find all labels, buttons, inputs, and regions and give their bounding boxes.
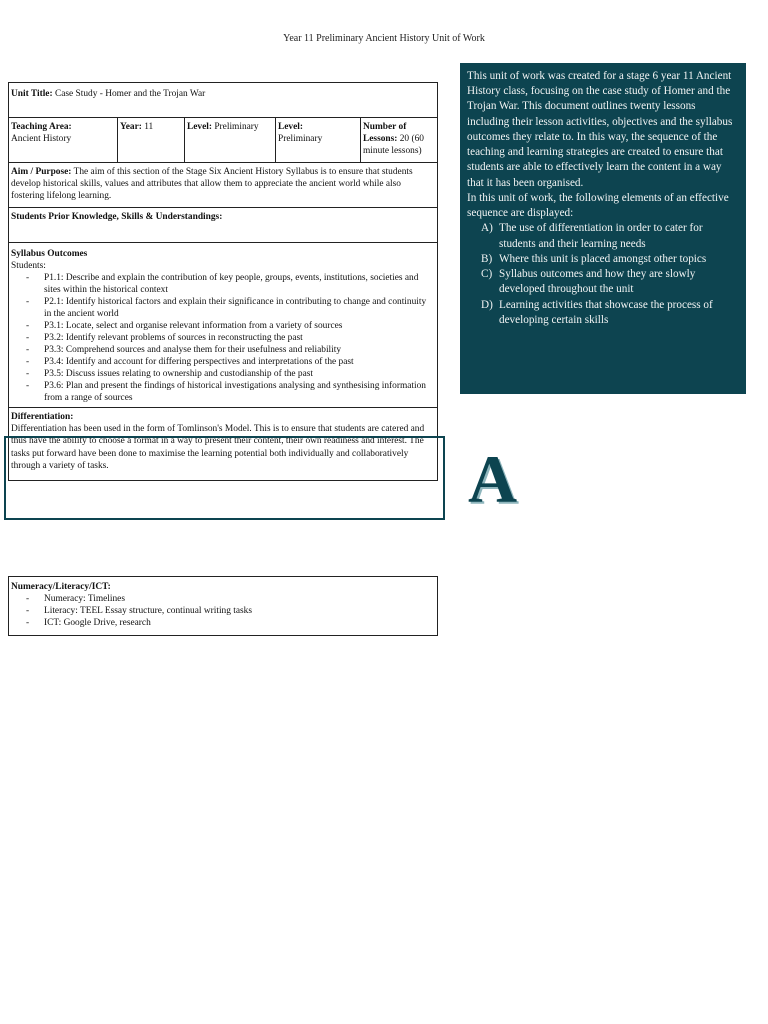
outcomes-intro: Students: — [11, 261, 46, 272]
differentiation-label: Differentiation: — [11, 412, 74, 423]
outcomes-list — [11, 272, 435, 404]
outcome-item: - P3.2: Identify relevant problems of sources in reconstructing the past — [11, 332, 435, 344]
item-marker: A) — [481, 222, 493, 235]
level-value: Preliminary — [214, 122, 259, 132]
level-label: Level: — [187, 122, 212, 132]
unit-title-row — [9, 83, 438, 118]
numeracy-item: - ICT: Google Drive, research — [11, 617, 435, 629]
lessons-label: Number of Lessons: — [363, 122, 407, 145]
item-text: Where this unit is placed amongst other topics — [499, 252, 707, 265]
item-text: Learning activities that showcase the process of developing certain skills — [499, 298, 713, 326]
sequence-element-item — [467, 267, 740, 297]
outcome-item: - P3.6: Plan and present the findings of historical investigations analysing and synthesising information from a range of sources — [11, 380, 435, 404]
description-paragraph: This unit of work was created for a stage 6 year 11 Ancient History class, focusing on the case study of Homer and the Trojan War. This document outlines twenty lessons including their lesson activities, objectives and the syllabus outcomes they relate to. In this way, the sequence of the teaching and learning strategies are created to ensure that students are able to effectively learn the content in a way that it has been organised. — [467, 70, 733, 189]
aim-row — [9, 163, 438, 208]
year-label: Year: — [120, 122, 142, 132]
unit-title-label: Unit Title: — [11, 89, 53, 99]
sequence-element-item — [467, 252, 740, 267]
outcomes-row — [9, 243, 438, 408]
level-value-2: Preliminary — [278, 134, 323, 145]
year-value: 11 — [144, 122, 154, 132]
unit-overview-table — [8, 82, 438, 481]
item-marker: B) — [481, 252, 493, 265]
teaching-area-cell — [9, 118, 118, 163]
unit-description-box — [460, 63, 746, 394]
sequence-element-item — [467, 221, 740, 251]
level-cell — [185, 118, 276, 163]
unit-title-value: Case Study - Homer and the Trojan War — [54, 89, 206, 99]
outcome-item: - P2.1: Identify historical factors and explain their significance in contributing to change and continuity in the ancient world — [11, 296, 435, 320]
unit-meta-row — [9, 118, 438, 163]
numeracy-list — [11, 593, 435, 629]
prior-knowledge-cell — [9, 208, 438, 243]
item-marker: D) — [481, 298, 493, 311]
prior-knowledge-row — [9, 208, 438, 243]
aim-cell — [9, 163, 438, 208]
sequence-element-item — [467, 298, 740, 328]
prior-knowledge-label: Students Prior Knowledge, Skills & Understandings: — [11, 212, 223, 222]
sequence-elements-list — [467, 221, 740, 328]
numeracy-cell — [9, 577, 438, 636]
outcome-item: - P3.4: Identify and account for differing perspectives and interpretations of the past — [11, 356, 435, 368]
outcomes-label: Syllabus Outcomes — [11, 249, 88, 259]
item-text: The use of differentiation in order to cater for students and their learning needs — [499, 222, 703, 250]
teaching-area-label: Teaching Area: — [11, 122, 72, 132]
item-marker: C) — [481, 268, 493, 281]
aim-label: Aim / Purpose: — [11, 167, 72, 177]
aim-text: The aim of this section of the Stage Six Ancient History Syllabus is to ensure that students develop historical skills, values and attributes that allow them to appreciate the ancient world while also fostering lifelong learning. — [11, 167, 413, 202]
level-label-2: Level: — [278, 122, 303, 132]
year-cell — [118, 118, 185, 163]
item-text: Syllabus outcomes and how they are slowly developed throughout the unit — [499, 268, 696, 296]
teaching-area-value: Ancient History — [11, 134, 72, 145]
unit-title-cell — [9, 83, 438, 118]
numeracy-row — [9, 577, 438, 636]
differentiation-highlight-frame — [4, 436, 445, 520]
outcomes-cell — [9, 243, 438, 408]
lessons-value: 20 (60 minute lessons) — [363, 134, 424, 157]
lessons-cell — [361, 118, 438, 163]
annotation-letter: A — [468, 441, 518, 517]
outcome-item: - P3.1: Locate, select and organise relevant information from a variety of sources — [11, 320, 435, 332]
page-header: Year 11 Preliminary Ancient History Unit of Work — [283, 33, 485, 44]
description-paragraph-2: In this unit of work, the following elements of an effective sequence are displayed: — [467, 191, 729, 220]
numeracy-label: Numeracy/Literacy/ICT: — [11, 582, 111, 592]
outcome-item: - P1.1: Describe and explain the contribution of key people, groups, events, institutions, societies and sites within the historical context — [11, 272, 435, 296]
level-cell-2 — [276, 118, 361, 163]
differentiation-text: Differentiation has been used in the form of Tomlinson's Model. This is to ensure that students are catered and thus have the ability to choose a format in a way to present their content, their own readiness and interest. The tasks put forward have been done to maximise the learning potential both individually and collaboratively through a variety of tasks. — [11, 424, 425, 471]
numeracy-table — [8, 576, 438, 636]
numeracy-item: - Numeracy: Timelines — [11, 593, 435, 605]
numeracy-item: - Literacy: TEEL Essay structure, continual writing tasks — [11, 605, 435, 617]
outcome-item: - P3.5: Discuss issues relating to ownership and custodianship of the past — [11, 368, 435, 380]
outcome-item: - P3.3: Comprehend sources and analyse them for their usefulness and reliability — [11, 344, 435, 356]
